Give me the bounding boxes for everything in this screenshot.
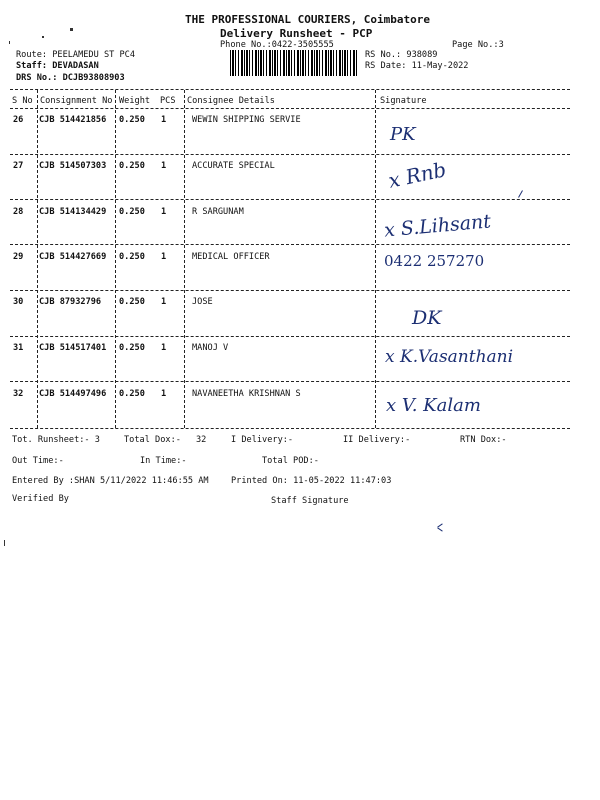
row-consignment: CJB 514507303: [39, 161, 107, 171]
row-consignment: CJB 514517401: [39, 343, 107, 353]
row-divider: [10, 244, 570, 245]
page-number: Page No.:3: [452, 40, 504, 50]
row-consignment: CJB 87932796: [39, 297, 102, 307]
row-consignment: CJB 514134429: [39, 207, 107, 217]
row-consignee: MEDICAL OFFICER: [192, 252, 270, 262]
row-consignee: MANOJ V: [192, 343, 229, 353]
out-time: Out Time:-: [12, 456, 64, 466]
row-pcs: 1: [161, 161, 167, 171]
table-header-rule: [10, 108, 570, 109]
row-consignee: R SARGUNAM: [192, 207, 244, 217]
barcode: [230, 50, 357, 76]
handwritten-signature: x V. Kalam: [386, 395, 481, 416]
row-sno: 32: [13, 389, 24, 399]
entered-by: Entered By :SHAN 5/11/2022 11:46:55 AM: [12, 476, 209, 486]
row-sno: 28: [13, 207, 24, 217]
row-weight: 0.250: [119, 297, 145, 307]
column-divider: [375, 90, 376, 428]
column-divider: [184, 90, 185, 428]
col-header-signature: Signature: [380, 96, 427, 106]
ii-delivery: II Delivery:-: [343, 435, 411, 445]
col-header-sno: S No: [12, 96, 33, 106]
phone-number: Phone No.:0422-3505555: [220, 40, 334, 50]
total-dox-label: Total Dox:-: [124, 435, 181, 445]
verified-by: Verified By: [12, 494, 69, 504]
handwritten-signature: DK: [412, 307, 442, 329]
total-runsheet: Tot. Runsheet:- 3: [12, 435, 100, 445]
row-consignee: JOSE: [192, 297, 213, 307]
row-divider: [10, 154, 570, 155]
row-pcs: 1: [161, 297, 167, 307]
handwritten-signature: x K.Vasanthani: [385, 347, 514, 367]
route: Route: PEELAMEDU ST PC4: [16, 50, 135, 60]
row-consignee: NAVANEETHA KRISHNAN S: [192, 389, 301, 399]
row-weight: 0.250: [119, 161, 145, 171]
printed-on: Printed On: 11-05-2022 11:47:03: [231, 476, 392, 486]
table-top-rule: [10, 89, 570, 90]
col-header-consignment: Consignment No: [40, 96, 113, 106]
handwritten-signature: PK: [390, 124, 416, 145]
total-dox-value: 32: [196, 435, 207, 445]
rtn-dox: RTN Dox:-: [460, 435, 507, 445]
row-consignment: CJB 514421856: [39, 115, 107, 125]
row-consignee: WEWIN SHIPPING SERVIE: [192, 115, 301, 125]
column-divider: [115, 90, 116, 428]
row-divider: [10, 336, 570, 337]
row-divider: [10, 290, 570, 291]
col-header-weight: Weight: [119, 96, 151, 106]
staff-name: Staff: DEVADASAN: [16, 61, 99, 71]
drs-number: DRS No.: DCJB93808903: [16, 73, 125, 83]
scan-speck: [4, 540, 5, 546]
row-weight: 0.250: [119, 343, 145, 353]
row-weight: 0.250: [119, 207, 145, 217]
scan-speck: [42, 36, 44, 38]
staff-signature-label: Staff Signature: [271, 496, 349, 506]
total-pod: Total POD:-: [262, 456, 319, 466]
row-sno: 29: [13, 252, 24, 262]
row-consignment: CJB 514427669: [39, 252, 107, 262]
rs-date: RS Date: 11-May-2022: [365, 61, 469, 71]
row-divider: [10, 199, 570, 200]
row-weight: 0.250: [119, 115, 145, 125]
document-title: Delivery Runsheet - PCP: [220, 27, 373, 40]
row-pcs: 1: [161, 207, 167, 217]
row-weight: 0.250: [119, 252, 145, 262]
row-pcs: 1: [161, 389, 167, 399]
table-bottom-rule: [10, 428, 570, 429]
col-header-pcs: PCS: [160, 96, 176, 106]
scan-speck: [9, 41, 10, 44]
pen-mark: [437, 527, 442, 531]
i-delivery: I Delivery:-: [231, 435, 294, 445]
handwritten-signature: x S.Lihsant: [383, 210, 492, 242]
row-pcs: 1: [161, 115, 167, 125]
row-pcs: 1: [161, 343, 167, 353]
row-sno: 27: [13, 161, 24, 171]
column-divider: [37, 90, 38, 428]
row-pcs: 1: [161, 252, 167, 262]
row-weight: 0.250: [119, 389, 145, 399]
handwritten-signature: 0422 257270: [384, 252, 485, 270]
row-consignment: CJB 514497496: [39, 389, 107, 399]
handwritten-signature: x Rnb: [386, 157, 449, 193]
row-sno: 26: [13, 115, 24, 125]
in-time: In Time:-: [140, 456, 187, 466]
row-sno: 31: [13, 343, 24, 353]
row-divider: [10, 381, 570, 382]
rs-number: RS No.: 938089: [365, 50, 438, 60]
pen-mark: [518, 190, 523, 197]
col-header-consignee: Consignee Details: [187, 96, 275, 106]
row-consignee: ACCURATE SPECIAL: [192, 161, 275, 171]
row-sno: 30: [13, 297, 24, 307]
scan-speck: [70, 28, 73, 31]
company-name: THE PROFESSIONAL COURIERS, Coimbatore: [185, 13, 431, 26]
